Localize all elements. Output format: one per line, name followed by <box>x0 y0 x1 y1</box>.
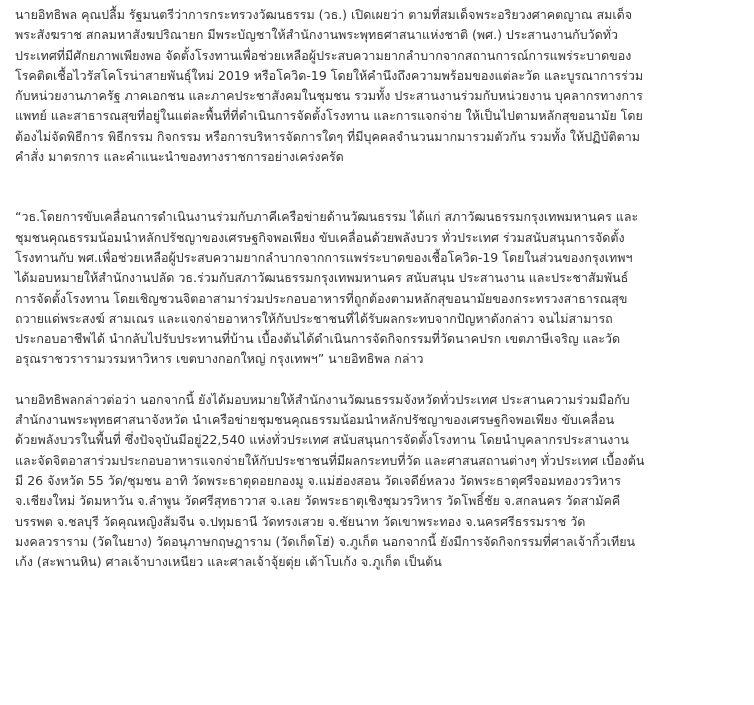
text-line: เก้ง (สะพานหิน) ศาลเจ้าบางเหนียว และศาลเจ้าจุ้ยตุ่ย เต้าโบเก้ง จ.ภูเก็ต เป็นต้น <box>15 554 442 570</box>
text-line: มงคลวราราม (วัดในยาง) วัดอนุภาษกฤษฎาราม (วัดเก็ตโฮ่) จ.ภูเก็ต นอกจากนี้ ยังมีการจัดกิจกรรมที่ศาลเจ้ากิ้วเทียน <box>15 533 636 549</box>
text-line: ประเทศที่มีศักยภาพเพียงพอ จัดตั้งโรงทานเพื่อช่วยเหลือผู้ประสบความยากลำบากจากสถานการณ์การแพร่ระบาดของ <box>15 47 632 63</box>
text-line: แพทย์ และสาธารณสุขที่อยู่ในแต่ละพื้นที่ที่ดำเนินการจัดตั้งโรงทาน และการแจกจ่าย ให้เป็นไปตามหลักสุขอนามัย โดย <box>15 108 643 124</box>
text-line: และจัดจิตอาสาร่วมประกอบอาหารแจกจ่ายให้กับประชาชนที่มีผลกระทบที่วัด และศาสนสถานต่างๆ ทั่วประเทศ เบื้องต้น <box>15 452 645 468</box>
text-line: ชุมชนคุณธรรมน้อมนำหลักปรัชญาของเศรษฐกิจพอเพียง ขับเคลื่อนด้วยพลังบวร ทั่วประเทศ ร่วมสนับสนุนการจัดตั้ง <box>15 229 625 245</box>
text-line: อรุณราชวรารามวรมหาวิหาร เขตบางกอกใหญ่ กรุงเทพฯ” นายอิทธิพล กล่าว <box>15 351 424 367</box>
text-line: การจัดตั้งโรงทาน โดยเชิญชวนจิตอาสามาร่วมประกอบอาหารที่ถูกต้องตามหลักสุขอนามัยของกระทรวงสาธารณสุข <box>15 290 628 306</box>
text-line: “วธ.โดยการขับเคลื่อนการดำเนินงานร่วมกับภาคีเครือข่ายด้านวัฒนธรรม ได้แก่ สภาวัฒนธรรมกรุงเทพมหานคร และ <box>15 209 639 225</box>
article-body <box>15 5 745 572</box>
text-line: โรงทานกับ พศ.เพื่อช่วยเหลือผู้ประสบความยากลำบากจากการแพร่ระบาดของเชื้อโควิด-19 โดยในส่วนของกรุงเทพฯ <box>15 249 633 265</box>
paragraph-provinces <box>15 390 745 573</box>
text-line: คำสั่ง มาตรการ และคำแนะนำของทางราชการอย่างเคร่งครัด <box>15 149 344 165</box>
text-line: จ.เชียงใหม่ วัดมหาวัน จ.ลำพูน วัดศรีสุทธาวาส จ.เลย วัดพระธาตุเชิงชุมวรวิหาร วัดโพธิ์ชัย จ.สกลนคร วัดสามัคคี <box>15 493 621 509</box>
text-line: นายอิทธิพล คุณปลื้ม รัฐมนตรีว่าการกระทรวงวัฒนธรรม (วธ.) เปิดเผยว่า ตามที่สมเด็จพระอริยวงศาคตญาณ สมเด็จ <box>15 7 633 22</box>
paragraph-spacer <box>15 167 745 207</box>
text-line: ประกอบอาชีพได้ นำกลับไปรับประทานที่บ้าน เบื้องต้นได้ดำเนินการจัดกิจกรรมที่วัดนาคปรก เขตภาษีเจริญ และวัด <box>15 331 621 347</box>
text-line: กับหน่วยงานภาครัฐ ภาคเอกชน และภาคประชาสังคมในชุมชน รวมทั้ง ประสานงานร่วมกับหน่วยงาน บุคลากรทางการ <box>15 88 643 104</box>
text-line: ได้มอบหมายให้สำนักงานปลัด วธ.ร่วมกับสภาวัฒนธรรมกรุงเทพมหานคร สนับสนุน ประสานงาน และประชาสัมพันธ์ <box>15 270 629 286</box>
text-line: มี 26 จังหวัด 55 วัด/ชุมชน อาทิ วัดพระธาตุดอยกองมู จ.แม่ฮ่องสอน วัดเจดีย์หลวง วัดพระธาตุศรีจอมทองวรวิหาร <box>15 472 621 488</box>
text-line: ด้วยพลังบวรในพื้นที่ ซึ่งปัจจุบันมีอยู่22,540 แห่งทั่วประเทศ สนับสนุนการจัดตั้งโรงทาน โดยนำบุคลากรประสานงาน <box>15 432 629 448</box>
paragraph-spacer <box>15 370 745 390</box>
text-line: พระสังฆราช สกลมหาสังฆปริณายก มีพระบัญชาให้สำนักงานพระพุทธศาสนาแห่งชาติ (พศ.) ประสานงานกับวัดทั่ว <box>15 27 619 43</box>
text-line: ถวายแด่พระสงฆ์ สามเณร และแจกจ่ายอาหารให้กับประชาชนที่ได้รับผลกระทบจากปัญหาดังกล่าว จนไม่สามารถ <box>15 310 613 326</box>
text-line: ต้องไม่จัดพิธีการ พิธีกรรม กิจกรรม หรือการบริหารจัดการใดๆ ที่มีบุคคลจำนวนมากมารวมตัวกัน รวมทั้ง ให้ปฏิบัติตาม <box>15 128 640 144</box>
paragraph-intro <box>15 5 745 167</box>
text-line: บรรพต จ.ชลบุรี วัดคุณหญิงส้มจีน จ.ปทุมธานี วัดทรงเสวย จ.ชัยนาท วัดเขาพระทอง จ.นครศรีธรรมราช วัด <box>15 513 586 529</box>
text-line: โรคติดเชื้อไวรัสโคโรน่าสายพันธุ์ใหม่ 2019 หรือโควิด-19 โดยให้คำนึงถึงความพร้อมของแต่ละวัด และบูรณาการร่วม <box>15 67 644 83</box>
text-line: นายอิทธิพลกล่าวต่อว่า นอกจากนี้ ยังได้มอบหมายให้สำนักงานวัฒนธรรมจังหวัดทั่วประเทศ ประสานความร่วมมือกับ <box>15 391 630 407</box>
paragraph-quote <box>15 207 745 369</box>
text-line: สำนักงานพระพุทธศาสนาจังหวัด นำเครือข่ายชุมชนคุณธรรมน้อมนำหลักปรัชญาของเศรษฐกิจพอเพียง ขับเคลื่อน <box>15 412 615 428</box>
